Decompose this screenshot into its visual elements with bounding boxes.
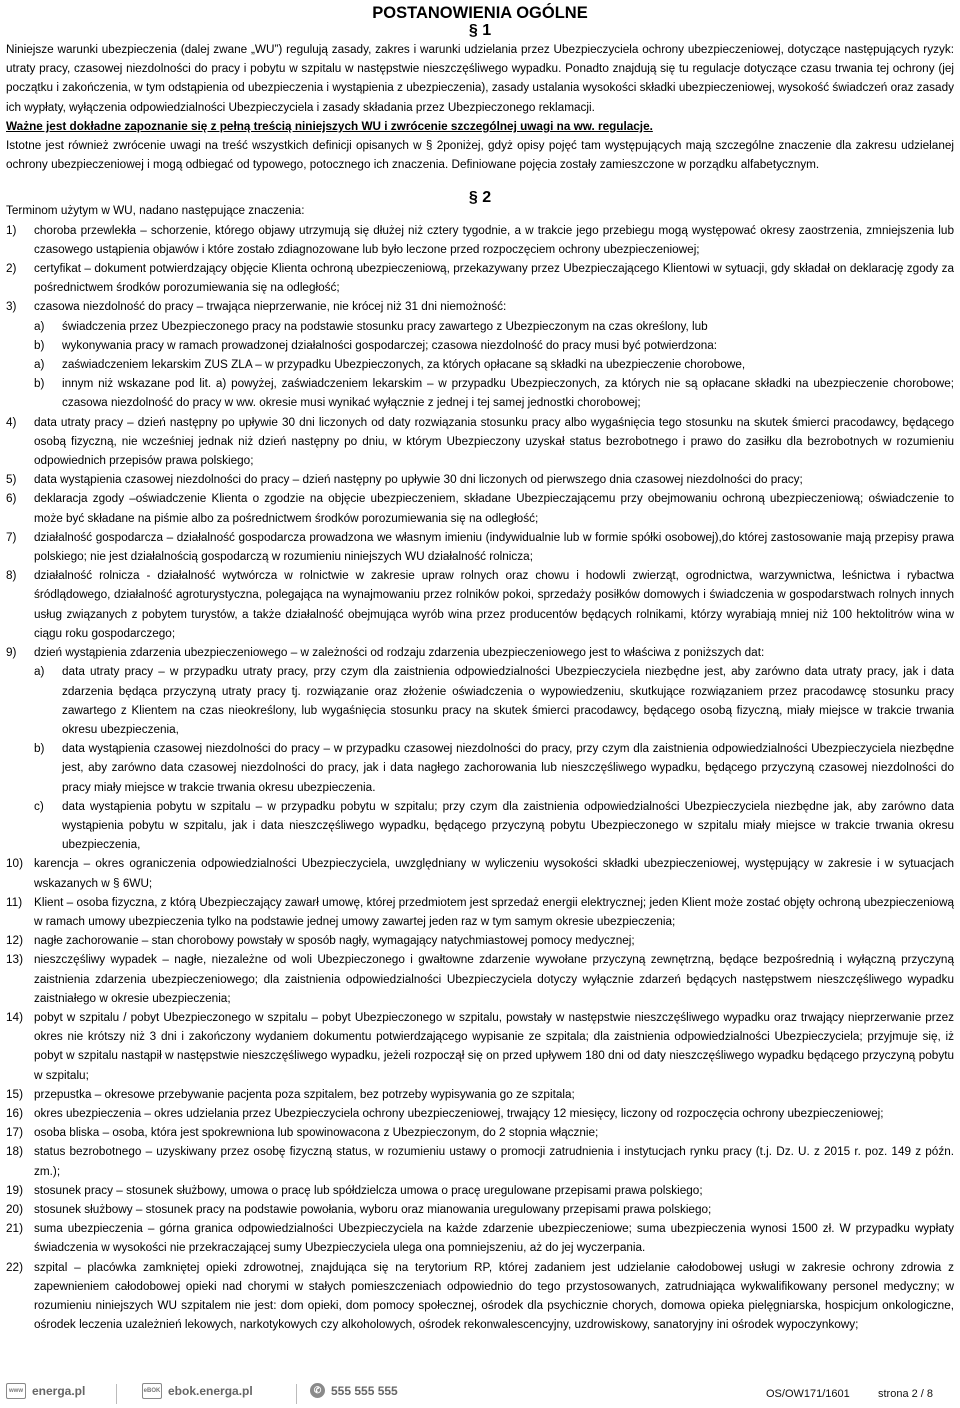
definition-item: 5) data wystąpienia czasowej niezdolności do pracy – dzień następny po upływie 30 dni liczonych od pierwszego dnia czasowej niezdolności do pracy;: [6, 470, 954, 489]
definition-text: choroba przewlekła – schorzenie, którego objawy utrzymują się dłużej niż cztery tygodnie, a w trakcie jego przebiegu mogą występować okresy zaostrzenia, zmniejszenia lub czasowego ustąpienia objawów i które zostało zdiagnozowane lub było leczone przed rozpoczęciem ochrony ubezpieczeniowej;: [34, 223, 954, 256]
definition-text: pobyt w szpitalu / pobyt Ubezpieczonego w szpitalu – pobyt Ubezpieczonego w szpitalu, powstały w następstwie nieszczęśliwego wypadku oraz trwający nieprzerwanie przez okres nie krótszy niż 3 dni i zakończony wydaniem dokumentu potwierdzającego wypisanie ze szpitala; dla zaistnienia odpowiedzialności Ubezpieczyciela; przyjmuje się, iż pobyt w szpitalu nastąpił w następstwie nieszczęśliwego wypadku, jeżeli rozpoczął się on przed upływem 180 dni od daty nieszczęśliwego wypadku będącego przyczyną pobytu w szpitalu;: [34, 1010, 954, 1082]
definition-item: 4) data utraty pracy – dzień następny po upływie 30 dni liczonych od daty rozwiązania stosunku pracy albo wygaśnięcia tego stosunku na skutek śmierci pracodawcy, będącego osobą fizyczną, nie wcześniej jednak niż dzień następny po dniu, w którym Ubezpieczony uzyskał status bezrobotnego i prawo do zasiłku dla bezrobotnych w rozumieniu odpowiednich przepisów prawa polskiego;: [6, 413, 954, 471]
footer-divider: [116, 1384, 117, 1404]
subitem-text: wykonywania pracy w ramach prowadzonej działalności gospodarczej; czasowa niezdolność do pracy musi być potwierdzona:: [62, 338, 718, 352]
subitem-text: zaświadczeniem lekarskim ZUS ZLA – w przypadku Ubezpieczonych, za których opłacane są składki na ubezpieczenie chorobowe,: [62, 358, 746, 372]
definition-text: czasowa niezdolność do pracy – trwająca nieprzerwanie, nie krócej niż 31 dni niemożność:: [34, 300, 507, 314]
definition-text: działalność rolnicza - działalność wytwórcza w rolnictwie w zakresie upraw rolnych oraz chowu i hodowli zwierząt, ogrodnictwa, warzywnictwa, leśnictwa i rybactwa śródlądowego, działalność agroturystyczna, polegająca na wynajmowaniu przez rolników pokoi, sprzedaży posiłków domowych i świadczenia w gospodarstwach rolnych innych usług związanych z pobytem turystów, a także działalność obejmująca wyrób wina przez producentów będących rolnikami, którzy wyrabiają mniej niż 100 hektolitrów wina w ciągu roku gospodarczego;: [34, 569, 954, 640]
definition-text: osoba bliska – osoba, która jest spokrewniona lub spowinowacona z Ubezpieczonym, do 2 stopnia włącznie;: [34, 1126, 599, 1140]
definition-item: 18) status bezrobotnego – uzyskiwany przez osobę fizyczną status, w rozumieniu ustawy o promocji zatrudnienia i instytucjach rynku pracy (t.j. Dz. U. z 2015 r. poz. 149 z późn. zm.);: [6, 1142, 954, 1180]
definition-subitem: b) wykonywania pracy w ramach prowadzonej działalności gospodarczej; czasowa niezdolność do pracy musi być potwierdzona:: [6, 336, 954, 355]
definitions-note: Istotne jest również zwrócenie uwagi na treść wszystkich definicji opisanych w § 2poniżej, gdyż opisy pojęć tam występujących mają szczególne znaczenie dla zakresu udzielanej ochrony ubezpieczeniowej i mogą odbiegać od typowego, potocznego ich znaczenia. Definiowane pojęcia zostały zamieszczone w porządku alfabetycznym.: [6, 139, 954, 172]
subitem-text: innym niż wskazane pod lit. a) powyżej, zaświadczeniem lekarskim – w przypadku Ubezpieczonych, za których nie są opłacane składki na ubezpieczenie chorobowe; czasowa niezdolność do pracy w ww. okresie musi wynikać wyłącznie z jednej i tej samej jednostki chorobowej;: [62, 377, 954, 410]
definition-item: 16) okres ubezpieczenia – okres udzielania przez Ubezpieczyciela ochrony ubezpieczeniowej, trwający 12 miesięcy, liczony od rozpoczęcia ochrony ubezpieczeniowej;: [6, 1104, 954, 1123]
definition-text: dzień wystąpienia zdarzenia ubezpieczeniowego – w zależności od rodzaju zdarzenia ubezpieczeniowego jest to właściwa z poniższych dat:: [34, 646, 765, 660]
intro-paragraph: Niniejsze warunki ubezpieczenia (dalej zwane „WU”) regulują zasady, zakres i warunki udzielania przez Ubezpieczyciela ochrony ubezpieczeniowej, dotyczące następujących ryzyk: utraty pracy, czasowej niezdolności do pracy i pobytu w szpitalu w następstwie nieszczęśliwego wypadku. Ponadto znajdują się tu regulacje dotyczące czasu trwania tej ochrony (jej początku i zakończenia, w tym odstąpienia od ubezpieczenia i wystąpienia z ubezpieczenia), zasady ustalania wysokości składki ubezpieczeniowej, wysokość świadczeń oraz zasady ich wypłaty, wyłączenia odpowiedzialności Ubezpieczyciela i zasady składania przez Ubezpieczonego reklamacji.: [6, 43, 954, 114]
definition-text: suma ubezpieczenia – górna granica odpowiedzialności Ubezpieczyciela na każde zdarzenie ubezpieczeniowe; suma ubezpieczenia wynosi 1500 zł. W przypadku wypłaty świadczenia w wysokości nie przekraczającej sumy Ubezpieczyciela ulega ona pomniejszeniu, aż do jej wyczerpania.: [34, 1222, 954, 1255]
definition-item: 10) karencja – okres ograniczenia odpowiedzialności Ubezpieczyciela, uwzględniany w wyliczeniu wysokości składki ubezpieczeniowej, występujący w zakresie i w sytuacjach wskazanych w § 6WU;: [6, 854, 954, 892]
footer-phone[interactable]: [310, 1383, 398, 1398]
paragraph-1-heading: § 1: [468, 22, 492, 39]
definition-item: 19) stosunek pracy – stosunek służbowy, umowa o pracę lub spółdzielcza umowa o pracę uregulowane przepisami prawa polskiego;: [6, 1181, 954, 1200]
definition-text: certyfikat – dokument potwierdzający objęcie Klienta ochroną ubezpieczeniową, przekazywany przez Ubezpieczającego Klientowi w sytuacji, gdy składał on deklarację zgody za pośrednictwem środków porozumiewania się na odległość;: [34, 262, 954, 295]
ebok-icon: eBOK: [142, 1383, 162, 1399]
warning-paragraph: Ważne jest dokładne zapoznanie się z pełną treścią niniejszych WU i zwrócenie szczególnej uwagi na ww. regulacje.: [6, 119, 653, 133]
phone-icon: ✆: [310, 1383, 325, 1398]
document-body: [6, 40, 954, 1334]
footer-ebok[interactable]: [142, 1383, 253, 1399]
definition-text: nieszczęśliwy wypadek – nagłe, niezależne od woli Ubezpieczonego i gwałtowne zdarzenie wywołane przyczyną zewnętrzną, będące bezpośrednią i wyłączną przyczyną zaistnienia zdarzenia ubezpieczeniowego; dla zaistnienia odpowiedzialności Ubezpieczyciela dotyczy wyłącznie zdarzeń będących następstwem nieszczęśliwego wypadku zaistniałego w okresie ubezpieczenia;: [34, 953, 954, 1005]
definition-text: data wystąpienia czasowej niezdolności do pracy – dzień następny po upływie 30 dni liczonych od pierwszego dnia czasowej niezdolności do pracy;: [34, 473, 803, 487]
document-code: OS/OW171/1601: [766, 1388, 850, 1400]
definition-item: 17) osoba bliska – osoba, która jest spokrewniona lub spowinowacona z Ubezpieczonym, do 2 stopnia włącznie;: [6, 1123, 954, 1142]
definition-subitem: a) data utraty pracy – w przypadku utraty pracy, przy czym dla zaistnienia odpowiedzialności Ubezpieczyciela niezbędne jest, aby zarówno data utraty pracy, jak i data zdarzenia będąca przyczyną utraty pracy tj. rozwiązanie oraz złożenie oświadczenia o wypowiedzeniu, skutkujące rozwiązaniem przez pracodawcę stosunku pracy zawartego z Klientem na czas nieokreślony, lub wygaśnięcia stosunku pracy na skutek śmierci pracodawcy, będącego osobą fizyczną, miały miejsce w trakcie trwania okresu ubezpieczenia,: [6, 662, 954, 739]
definition-item: 9) dzień wystąpienia zdarzenia ubezpieczeniowego – w zależności od rodzaju zdarzenia ubezpieczeniowego jest to właściwa z poniższych dat:: [6, 643, 954, 662]
definition-text: deklaracja zgody –oświadczenie Klienta o zgodzie na objęcie ubezpieczeniem, składane Ubezpieczającemu przy obejmowaniu ochroną ubezpieczeniową; oświadczenie to może być składane na piśmie albo za pośrednictwem środków porozumiewania się na odległość;: [34, 492, 954, 525]
definition-subitem: b) data wystąpienia czasowej niezdolności do pracy – w przypadku czasowej niezdolności do pracy, przy czym dla zaistnienia odpowiedzialności Ubezpieczyciela niezbędne jest, aby zarówno data czasowej niezdolności do pracy, jak i data nagłego zachorowania lub nieszczęśliwego wypadku, będącego przyczyną czasowej niezdolności do pracy miały miejsce w trakcie trwania okresu ubezpieczenia.: [6, 739, 954, 797]
definition-subitem: a) świadczenia przez Ubezpieczonego pracy na podstawie stosunku pracy zawartego z Ubezpieczonym na czas określony, lub: [6, 317, 954, 336]
definitions-intro: Terminom użytym w WU, nadano następujące znaczenia:: [6, 204, 305, 218]
definition-item: 12) nagłe zachorowanie – stan chorobowy powstały w sposób nagły, wymagający natychmiastowej pomocy medycznej;: [6, 931, 954, 950]
definition-item: 3) czasowa niezdolność do pracy – trwająca nieprzerwanie, nie krócej niż 31 dni niemożność:: [6, 297, 954, 316]
subitem-text: data wystąpienia czasowej niezdolności do pracy – w przypadku czasowej niezdolności do pracy, przy czym dla zaistnienia odpowiedzialności Ubezpieczyciela niezbędne jest, aby zarówno data czasowej niezdolności do pracy, jak i data nagłego zachorowania lub nieszczęśliwego wypadku, będącego przyczyną czasowej niezdolności do pracy miały miejsce w trakcie trwania okresu ubezpieczenia.: [62, 742, 954, 794]
definition-text: szpital – placówka zamkniętej opieki zdrowotnej, znajdująca się na terytorium RP, której zadaniem jest udzielanie całodobowej usługi w zakresie ochrony zdrowia z zapewnieniem całodobowej opieki nad chorymi w stałych pomieszczeniach odpowiednio do tego przystosowanych, zatrudniająca wykwalifikowany personel medyczny; w rozumieniu niniejszych WU szpitalem nie jest: dom opieki, dom pomocy społecznej, ośrodek dla psychicznie chorych, domowa opieka pielęgniarska, hospicjum onkologiczne, ośrodek leczenia uzależnień lekowych, narkotykowych czy alkoholowych, ośrodek rekonwalescencyjny, uzdrowiskowy, sanatoryjny ini ośrodek wypoczynkowy;: [34, 1260, 954, 1332]
definition-text: przepustka – okresowe przebywanie pacjenta poza szpitalem, bez potrzeby wypisywania go ze szpitala;: [34, 1087, 575, 1101]
definition-text: Klient – osoba fizyczna, z którą Ubezpieczający zawarł umowę, której przedmiotem jest sprzedaż energii elektrycznej; jeden Klient może zostać objęty ochroną ubezpieczeniową w ramach umowy ubezpieczenia tylko na podstawie jednej umowy zawartej jeden raz w tym samym okresie ubezpieczenia;: [34, 895, 954, 928]
definition-item: 15) przepustka – okresowe przebywanie pacjenta poza szpitalem, bez potrzeby wypisywania go ze szpitala;: [6, 1085, 954, 1104]
definition-text: data utraty pracy – dzień następny po upływie 30 dni liczonych od daty rozwiązania stosunku pracy albo wygaśnięcia tego stosunku na skutek śmierci pracodawcy, będącego osobą fizyczną, nie wcześniej jednak niż dzień następny po dniu, w którym Ubezpieczony uzyskał status bezrobotnego i prawo do zasiłku dla bezrobotnych w rozumieniu odpowiednich przepisów prawa polskiego;: [34, 415, 954, 468]
footer-website-label: energa.pl: [32, 1384, 86, 1398]
www-icon: www: [6, 1383, 26, 1399]
definition-item: 1) choroba przewlekła – schorzenie, którego objawy utrzymują się dłużej niż cztery tygodnie, a w trakcie jego przebiegu mogą występować okresy zaostrzenia, zmniejszenia lub czasowego ustąpienia objawów i które zostało zdiagnozowane lub było leczone przed rozpoczęciem ochrony ubezpieczeniowej;: [6, 221, 954, 259]
footer-divider: [296, 1384, 297, 1404]
definition-item: 21) suma ubezpieczenia – górna granica odpowiedzialności Ubezpieczyciela na każde zdarzenie ubezpieczeniowe; suma ubezpieczenia wynosi 1500 zł. W przypadku wypłaty świadczenia w wysokości nie przekraczającej sumy Ubezpieczyciela ulega ona pomniejszeniu, aż do jej wyczerpania.: [6, 1219, 954, 1257]
definition-item: 8) działalność rolnicza - działalność wytwórcza w rolnictwie w zakresie upraw rolnych oraz chowu i hodowli zwierząt, ogrodnictwa, warzywnictwa, leśnictwa i rybactwa śródlądowego, działalność agroturystyczna, polegająca na wynajmowaniu przez rolników pokoi, sprzedaży posiłków domowych i świadczenia w gospodarstwach rolnych innych usług związanych z pobytem turystów, a także działalność obejmująca wyrób wina przez producentów będących rolnikami, którzy wyrabiają mniej niż 100 hektolitrów wina w ciągu roku gospodarczego;: [6, 566, 954, 643]
definition-text: stosunek pracy – stosunek służbowy, umowa o pracę lub spółdzielcza umowa o pracę uregulowane przepisami prawa polskiego;: [34, 1183, 703, 1197]
footer-ebok-label: ebok.energa.pl: [168, 1384, 253, 1398]
definition-text: okres ubezpieczenia – okres udzielania przez Ubezpieczyciela ochrony ubezpieczeniowej, trwający 12 miesięcy, liczony od rozpoczęcia ochrony ubezpieczeniowej;: [34, 1106, 884, 1120]
definition-item: 2) certyfikat – dokument potwierdzający objęcie Klienta ochroną ubezpieczeniową, przekazywany przez Ubezpieczającego Klientowi w sytuacji, gdy składał on deklarację zgody za pośrednictwem środków porozumiewania się na odległość;: [6, 259, 954, 297]
subitem-text: data wystąpienia pobytu w szpitalu – w przypadku pobytu w szpitalu; przy czym dla zaistnienia odpowiedzialności Ubezpieczyciela niezbędne jak, aby zarówno data wystąpienia pobytu w szpitalu, jak i data nieszczęśliwego wypadku, będącego przyczyną pobytu Ubezpieczonego w szpitalu miały miejsce w trakcie trwania okresu ubezpieczenia,: [62, 799, 954, 852]
subitem-text: świadczenia przez Ubezpieczonego pracy na podstawie stosunku pracy zawartego z Ubezpieczonym na czas określony, lub: [62, 319, 708, 333]
definition-item: 13) nieszczęśliwy wypadek – nagłe, niezależne od woli Ubezpieczonego i gwałtowne zdarzenie wywołane przyczyną zewnętrzną, będące bezpośrednią i wyłączną przyczyną zaistnienia zdarzenia ubezpieczeniowego; dla zaistnienia odpowiedzialności Ubezpieczyciela dotyczy wyłącznie zdarzeń będących następstwem nieszczęśliwego wypadku zaistniałego w okresie ubezpieczenia;: [6, 950, 954, 1008]
page-number: strona 2 / 8: [878, 1388, 934, 1400]
page-footer: [0, 1380, 960, 1408]
footer-website[interactable]: [6, 1383, 85, 1399]
footer-phone-label: 555 555 555: [331, 1383, 398, 1398]
definition-item: 20) stosunek służbowy – stosunek pracy na podstawie powołania, wyboru oraz mianowania uregulowany przepisami prawa polskiego;: [6, 1200, 954, 1219]
definition-text: nagłe zachorowanie – stan chorobowy powstały w sposób nagły, wymagający natychmiastowej pomocy medycznej;: [34, 934, 635, 948]
subitem-text: data utraty pracy – w przypadku utraty pracy, przy czym dla zaistnienia odpowiedzialności Ubezpieczyciela niezbędne jest, aby zarówno data utraty pracy, jak i data zdarzenia będąca przyczyną utraty pracy tj. rozwiązanie oraz złożenie oświadczenia o wypowiedzeniu, skutkujące rozwiązaniem przez pracodawcę stosunku pracy zawartego z Klientem na czas nieokreślony, lub wygaśnięcia stosunku pracy na skutek śmierci pracodawcy, będącego osobą fizyczną, miały miejsce w trakcie trwania okresu ubezpieczenia,: [62, 665, 954, 736]
definition-text: działalność gospodarcza – działalność gospodarcza prowadzona we własnym imieniu (indywidualnie lub w formie spółki osobowej),do której zastosowanie mają przepisy prawa polskiego; nie jest działalnością gospodarczą w rozumieniu niniejszych WU działalność rolnicza;: [34, 530, 954, 564]
section-title: POSTANOWIENIA OGÓLNE: [372, 4, 588, 22]
definition-item: 6) deklaracja zgody –oświadczenie Klienta o zgodzie na objęcie ubezpieczeniem, składane Ubezpieczającemu przy obejmowaniu ochroną ubezpieczeniową; oświadczenie to może być składane na piśmie albo za pośrednictwem środków porozumiewania się na odległość;: [6, 489, 954, 527]
definition-item: 22) szpital – placówka zamkniętej opieki zdrowotnej, znajdująca się na terytorium RP, której zadaniem jest udzielanie całodobowej usługi w zakresie ochrony zdrowia z zapewnieniem całodobowej opieki nad chorymi w stałych pomieszczeniach odpowiednio do tego przystosowanych, zatrudniająca wykwalifikowany personel medyczny; w rozumieniu niniejszych WU szpitalem nie jest: dom opieki, dom pomocy społecznej, ośrodek dla psychicznie chorych, domowa opieka pielęgniarska, hospicjum onkologiczne, ośrodek leczenia uzależnień lekowych, narkotykowych czy alkoholowych, ośrodek rekonwalescencyjny, uzdrowiskowy, sanatoryjny ini ośrodek wypoczynkowy;: [6, 1258, 954, 1335]
definition-text: status bezrobotnego – uzyskiwany przez osobę fizyczną status, w rozumieniu ustawy o promocji zatrudnienia i instytucjach rynku pracy (t.j. Dz. U. z 2015 r. poz. 149 z późn. zm.);: [34, 1145, 954, 1178]
paragraph-2-heading: § 2: [468, 189, 492, 206]
definition-item: 7) działalność gospodarcza – działalność gospodarcza prowadzona we własnym imieniu (indywidualnie lub w formie spółki osobowej),do której zastosowanie mają przepisy prawa polskiego; nie jest działalnością gospodarczą w rozumieniu niniejszych WU działalność rolnicza;: [6, 528, 954, 566]
definition-text: stosunek służbowy – stosunek pracy na podstawie powołania, wyboru oraz mianowania uregulowany przepisami prawa polskiego;: [34, 1202, 712, 1216]
definition-item: 14) pobyt w szpitalu / pobyt Ubezpieczonego w szpitalu – pobyt Ubezpieczonego w szpitalu, powstały w następstwie nieszczęśliwego wypadku oraz trwający nieprzerwanie przez okres nie krótszy niż 3 dni i zakończony wydaniem dokumentu potwierdzającego wypisanie ze szpitala; dla zaistnienia odpowiedzialności Ubezpieczyciela; przyjmuje się, iż pobyt w szpitalu nastąpił w następstwie nieszczęśliwego wypadku, jeżeli rozpoczął się on przed upływem 180 dni od daty nieszczęśliwego wypadku będącego przyczyną pobytu w szpitalu;: [6, 1008, 954, 1085]
definition-subitem: b) innym niż wskazane pod lit. a) powyżej, zaświadczeniem lekarskim – w przypadku Ubezpieczonych, za których nie są opłacane składki na ubezpieczenie chorobowe; czasowa niezdolność do pracy w ww. okresie musi wynikać wyłącznie z jednej i tej samej jednostki chorobowej;: [6, 374, 954, 412]
definition-text: karencja – okres ograniczenia odpowiedzialności Ubezpieczyciela, uwzględniany w wyliczeniu wysokości składki ubezpieczeniowej, występujący w zakresie i w sytuacjach wskazanych w § 6WU;: [34, 857, 954, 890]
definition-subitem: c) data wystąpienia pobytu w szpitalu – w przypadku pobytu w szpitalu; przy czym dla zaistnienia odpowiedzialności Ubezpieczyciela niezbędne jak, aby zarówno data wystąpienia pobytu w szpitalu, jak i data nieszczęśliwego wypadku, będącego przyczyną pobytu Ubezpieczonego w szpitalu miały miejsce w trakcie trwania okresu ubezpieczenia,: [6, 797, 954, 855]
definition-subitem: a) zaświadczeniem lekarskim ZUS ZLA – w przypadku Ubezpieczonych, za których opłacane są składki na ubezpieczenie chorobowe,: [6, 355, 954, 374]
section-gap: [6, 174, 954, 201]
definition-item: 11) Klient – osoba fizyczna, z którą Ubezpieczający zawarł umowę, której przedmiotem jest sprzedaż energii elektrycznej; jeden Klient może zostać objęty ochroną ubezpieczeniową w ramach umowy ubezpieczenia tylko na podstawie jednej umowy zawartej jeden raz w tym samym okresie ubezpieczenia;: [6, 893, 954, 931]
